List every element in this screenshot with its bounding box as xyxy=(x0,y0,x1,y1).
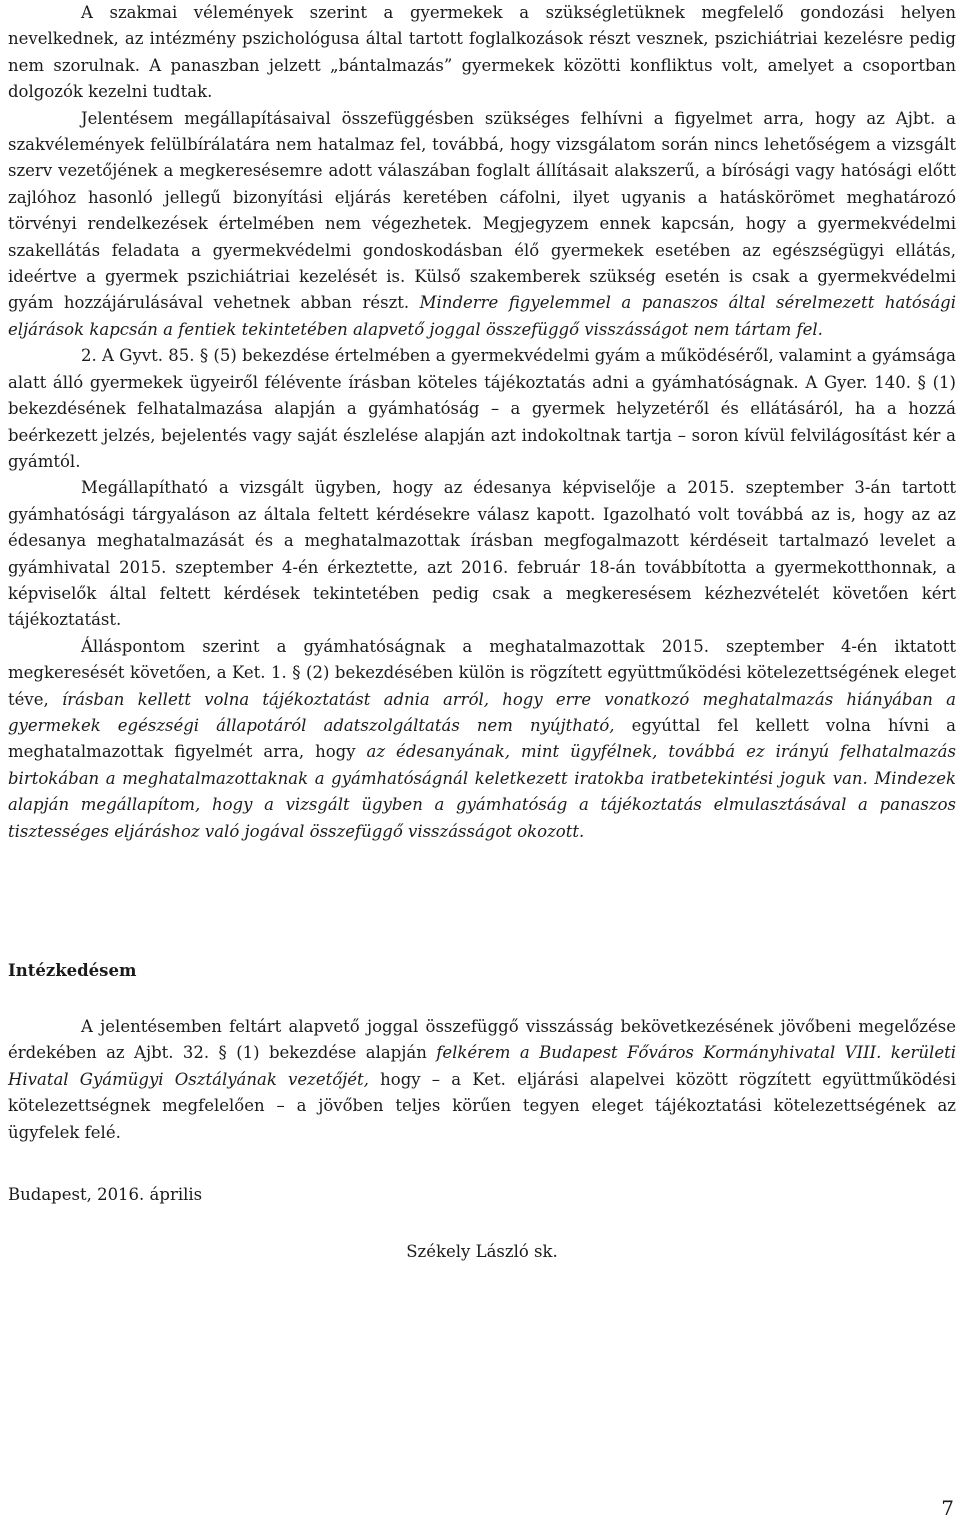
italic-conclusion: Minderre figyelemmel a panaszos által sérelmezett hatósági eljárások kapcsán a fentiek tekintetében alapvető joggal összefüggő visszásságot nem tártam fel. xyxy=(8,293,957,339)
paragraph-text: Álláspontom szerint a gyámhatóságnak a meghatalmazottak 2015. szeptember 4-én iktatott megkeresését követően, a Ket. 1. § (2) bekezdésében külön is rögzített együttműködési kötelezettségének eleget téve, xyxy=(8,636,956,709)
paragraph-text: egyúttal fel kellett volna hívni a meghatalmazottak figyelmét arra, hogy xyxy=(8,715,957,762)
paragraph-text: A szakmai vélemények szerint a gyermekek a szükségletüknek megfelelő gondozási helyen nevelkednek, az intézmény pszichológusa által tartott foglalkozások részt vesznek, pszichiátriai kezelésre pedig nem szorulnak. A panaszban jelzett „bántalmazás” gyermekek közötti konfliktus volt, amelyet a csoportban dolgozók kezelni tudtak. xyxy=(8,3,956,102)
paragraph-text: hogy – a Ket. eljárási alapelvei között rögzített együttműködési kötelezettségnek megfelelően – a jövőben teljes körűen tegyen eleget tájékoztatási kötelezettségének az ügyfelek felé. xyxy=(8,1069,956,1142)
italic-conclusion: az édesanyának, mint ügyfélnek, továbbá ez irányú felhatalmazás birtokában a meghatalmazottaknak a gyámhatóságnál keletkezett iratokba iratbetekintési joguk van. Mindezek alapján megállapítom, hogy a vizsgált ügyben a gyámhatóság a tájékoztatás elmulasztásával a panaszos tisztességes eljáráshoz való jogával összefüggő visszásságot okozott. xyxy=(8,742,956,841)
paragraph-expert-opinions xyxy=(8,0,956,106)
paragraph-report-findings xyxy=(8,106,956,344)
measures-section xyxy=(8,1014,956,1146)
place-date: Budapest, 2016. április xyxy=(8,1185,203,1204)
paragraph-text: A jelentésemben feltárt alapvető joggal összefüggő visszásság bekövetkezésének jövőbeni megelőzése érdekében az Ajbt. 32. § (1) bekezdése alapján xyxy=(8,1017,956,1063)
signature: Székely László sk. xyxy=(406,1242,558,1261)
paragraph-position xyxy=(8,634,956,845)
page-number: 7 xyxy=(941,1496,954,1520)
paragraph-text: Megállapítható a vizsgált ügyben, hogy az édesanya képviselője a 2015. szeptember 3-án tartott gyámhatósági tárgyaláson az általa feltett kérdésekre válasz kapott. Igazolható volt továbbá az is, hogy az az édesanya meghatalmazását és a meghatalmazottak írásban megfogalmazott kérdéseit tartalmazó levelet a gyámhivatal 2015. szeptember 4-én érkeztette, azt 2016. február 18-án továbbította a gyermekotthonnak, a képviselők által feltett kérdések tekintetében pedig csak a megkeresésem kézhezvételét követően kért tájékoztatást. xyxy=(8,478,956,630)
paragraph-findings-case xyxy=(8,475,956,633)
italic-request: felkérem a Budapest Főváros Kormányhivatal VIII. kerületi Hivatal Gyámügyi Osztályának vezetőjét, xyxy=(8,1043,956,1089)
paragraph-text: 2. A Gyvt. 85. § (5) bekezdése értelmében a gyermekvédelmi gyám a működéséről, valamint a gyámsága alatt álló gyermekek ügyeiről félévente írásban köteles tájékoztatás adni a gyámhatóságnak. A Gyer. 140. § (1) bekezdésének felhatalmazása alapján a gyámhatóság – a gyermek helyzetéről és ellátásáról, ha a hozzá beérkezett jelzés, bejelentés vagy saját észlelése alapján azt indokoltnak tartja – soron kívül felvilágosítást kér a gyámtól. xyxy=(8,346,956,471)
italic-text: írásban kellett volna tájékoztatást adnia arról, hogy erre vonatkozó meghatalmazás hiányában a gyermekek egészségi állapotáról adatszolgáltatás nem nyújtható, xyxy=(8,689,956,735)
paragraph-measures xyxy=(8,1014,956,1146)
paragraph-text: Jelentésem megállapításaival összefüggésben szükséges felhívni a figyelmet arra, hogy az Ajbt. a szakvélemények felülbírálatára nem hatalmaz fel, továbbá, hogy vizsgálatom során nincs lehetőségem a vizsgált szerv vezetőjének a megkeresésemre adott válaszában foglalt állításait alakszerű, a bírósági vagy hatósági előtt zajlóhoz hasonló jellegű bizonyítási eljárás keretében cáfolni, ilyet ugyanis a hatáskörömet meghatározó törvényi rendelkezések értelmében nem végezhetek. Megjegyzem ennek kapcsán, hogy a gyermekvédelmi szakellátás feladata a gyermekvédelmi gondoskodásban élő gyermekek esetében az egészségügyi ellátás, ideértve a gyermek pszichiátriai kezelését is. Külső szakemberek szükség esetén is csak a gyermekvédelmi gyám hozzájárulásával vehetnek abban részt. xyxy=(8,108,956,313)
main-text xyxy=(8,0,956,845)
paragraph-gyvt-85 xyxy=(8,343,956,475)
section-heading: Intézkedésem xyxy=(8,961,137,980)
